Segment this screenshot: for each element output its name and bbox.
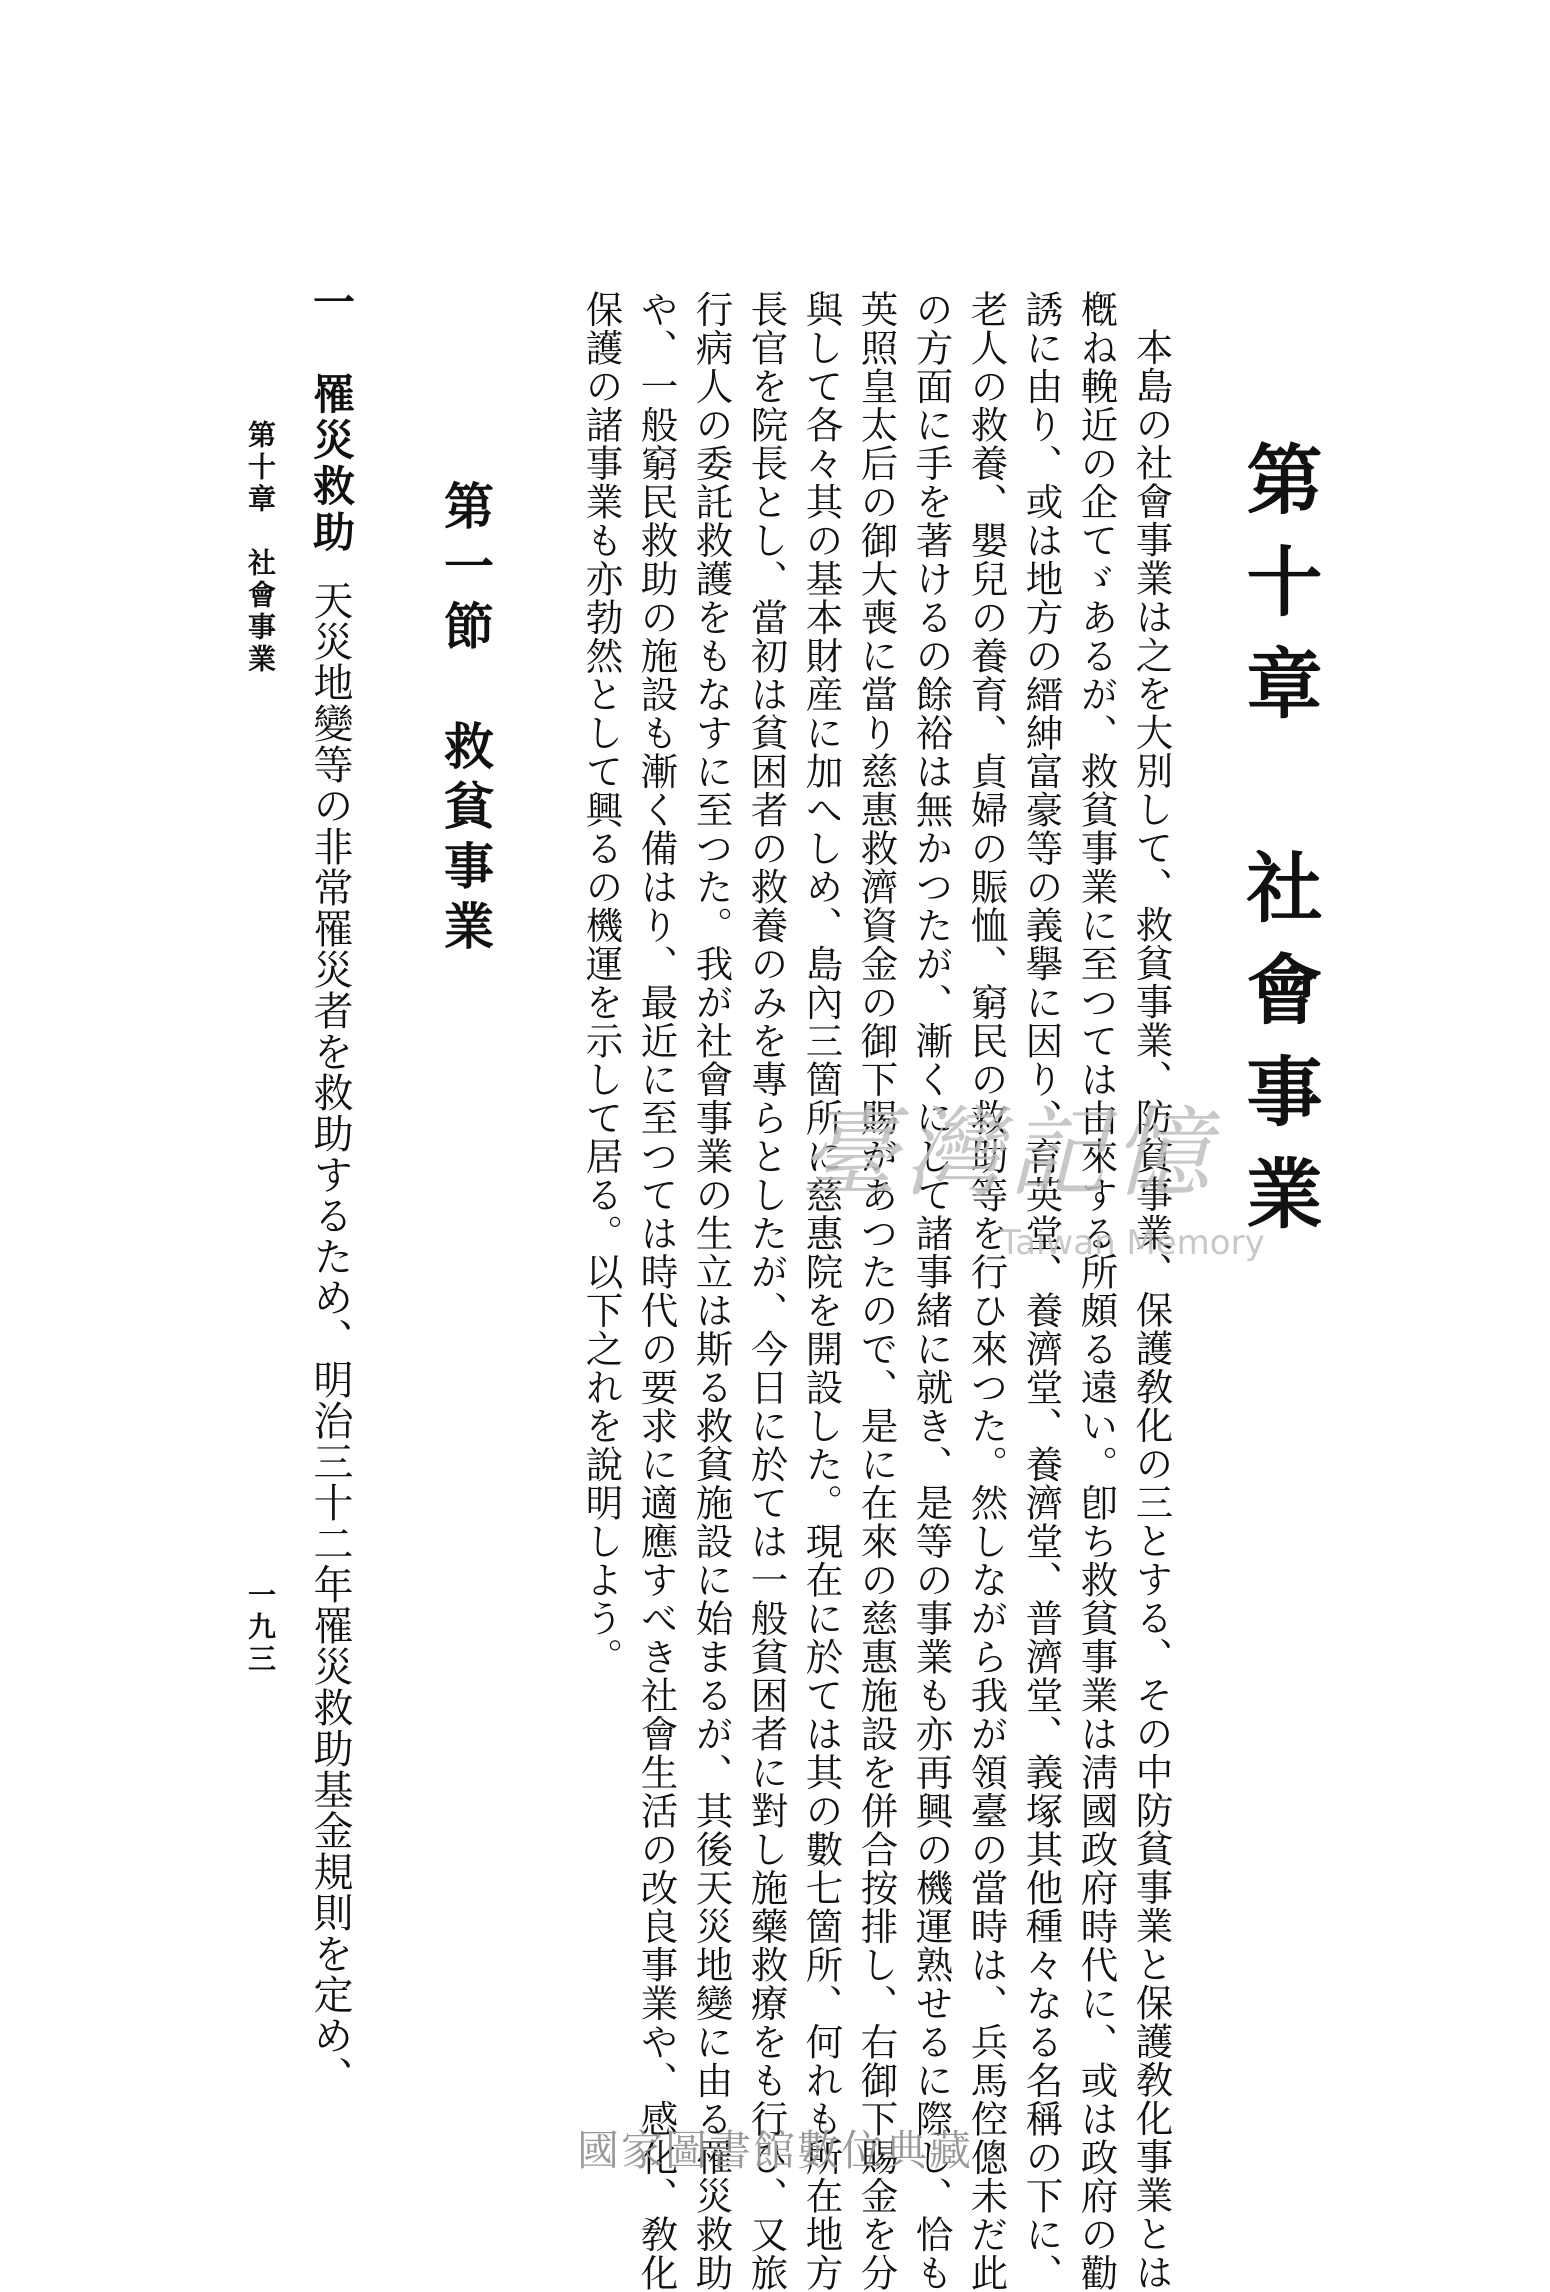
body-column-10: や、一般窮民救助の施設も漸く備はり、最近に至つては時代の要求に適應すべき社會生活の改良事業や、感化、敎化 — [634, 290, 679, 2292]
body-column-5: の方面に手を著けるの餘裕は無かつたが、漸くにして諸事緒に就き、是等の事業も亦再興の機運熟せるに際し、恰も — [909, 290, 954, 2292]
chapter-title: 第十章 社會事業 — [1234, 440, 1323, 1256]
section-title: 第一節 救貧事業 — [436, 480, 495, 960]
item-text: 天災地變等の非常罹災者を救助するため、明治三十二年罹災救助基金規則を定め、 — [307, 580, 353, 2097]
body-column-2: 槪ね輓近の企てゞあるが、救貧事業に至つては由來する所頗る遠い。卽ち救貧事業は淸國政府時代に、或は政府の勸 — [1074, 290, 1119, 2292]
item-heading: 一 罹災救助 — [307, 280, 356, 556]
archive-label: 國家圖書館數位典藏 — [576, 2126, 973, 2175]
body-column-1: 本島の社會事業は之を大別して、救貧事業、防貧事業、保護敎化の三とする、その中防貧事業と保護敎化事業とは — [1129, 328, 1174, 2292]
watermark-subtitle: Taiwan Memory — [1000, 1223, 1265, 1263]
running-head: 第十章 社會事業 — [244, 420, 277, 676]
body-column-3: 誘に由り、或は地方の縉紳富豪等の義擧に因り、育英堂、養濟堂、養濟堂、普濟堂、義塚其他種々なる名稱の下に、 — [1019, 290, 1064, 2292]
body-column-4: 老人の救養、嬰兒の養育、貞婦の賑恤、窮民の救助等を行ひ來つた。然しながら我が領臺の當時は、兵馬倥傯未だ此 — [964, 290, 1009, 2292]
body-column-9: 行病人の委託救護をもなすに至つた。我が社會事業の生立は斯る救貧施設に始まるが、其後天災地變に由る罹災救助 — [689, 290, 734, 2292]
watermark-title: 臺灣記憶 — [800, 1097, 1217, 1211]
body-column-7: 與して各々其の基本財産に加へしめ、島內三箇所に慈惠院を開設した。現在に於ては其の數七箇所、何れも所在地方 — [799, 290, 844, 2292]
body-column-6: 英照皇太后の御大喪に當り慈惠救濟資金の御下賜があつたので、是に在來の慈惠施設を併合按排し、右御下賜金を分 — [854, 290, 899, 2292]
body-column-8: 長官を院長とし、當初は貧困者の救養のみを專らとしたが、今日に於ては一般貧困者に對し施藥救療をも行ひ、又旅 — [744, 290, 789, 2292]
page-number: 一九三 — [244, 1580, 277, 1676]
body-column-11: 保護の諸事業も亦勃然として興るの機運を示して居る。以下之れを說明しよう。 — [579, 290, 624, 1676]
